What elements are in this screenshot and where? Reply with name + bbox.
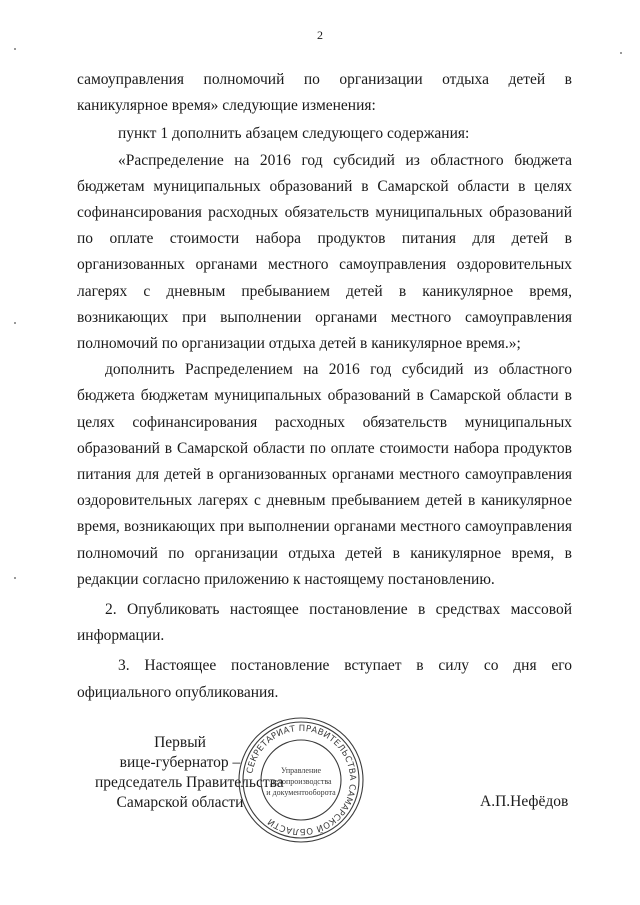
- scan-dot: [14, 577, 16, 579]
- stamp-center-line: делопроизводства: [270, 777, 332, 786]
- document-body: [77, 67, 572, 706]
- scan-dot: [620, 52, 622, 54]
- stamp-center-line: Управление: [280, 766, 322, 775]
- paragraph-quoted-addition: «Распределение на 2016 год субсидий из областного бюджета бюджетам муниципальных образований в Самарской области в целях софинансирования расходных обязательств муниципальных образований по оплате стоимости набора продуктов питания для детей в организованных органами местного самоуправления оздоровительных лагерях с дневным пребыванием детей в каникулярное время, возникающих при выполнении органами местного самоуправления полномочий по организации отдыха детей в каникулярное время.»;: [77, 151, 572, 353]
- stamp-center-line: и документооборота: [266, 788, 336, 797]
- scan-dot: [14, 48, 16, 50]
- paragraph-item-2: 2. Опубликовать настоящее постановление в средствах массовой информации.: [77, 601, 572, 645]
- official-stamp: [236, 715, 366, 845]
- scan-dot: [14, 322, 16, 324]
- signatory-title-line: Самарской области: [116, 794, 244, 811]
- paragraph-item-3: 3. Настоящее постановление вступает в силу со дня его официального опубликования.: [77, 657, 572, 701]
- paragraph-continuation: самоуправления полномочий по организации отдыха детей в каникулярное время» следующие изменения:: [77, 71, 572, 115]
- signatory-name: А.П.Нефёдов: [480, 793, 569, 810]
- paragraph-supplement: дополнить Распределением на 2016 год субсидий из областного бюджета бюджетам муниципальных образований в Самарской области в целях софинансирования расходных обязательств муниципальных образований в Самарской области по оплате стоимости набора продуктов питания для детей в организованных органами местного самоуправления оздоровительных лагерях с дневным пребыванием детей в каникулярное время, возникающих при выполнении органами местного самоуправления полномочий по организации отдыха детей в каникулярное время, в редакции согласно приложению к настоящему постановлению.: [77, 361, 572, 588]
- stamp-ring-text: СЕКРЕТАРИАТ ПРАВИТЕЛЬСТВА САМАРСКОЙ ОБЛАСТИ: [245, 723, 358, 837]
- paragraph-amendment-intro: пункт 1 дополнить абзацем следующего содержания:: [118, 125, 470, 143]
- page-number: 2: [317, 28, 323, 42]
- signatory-title-line: председатель Правительства: [95, 774, 284, 791]
- signatory-title-line: Первый: [154, 734, 206, 751]
- signatory-title-line: вице-губернатор –: [119, 754, 241, 771]
